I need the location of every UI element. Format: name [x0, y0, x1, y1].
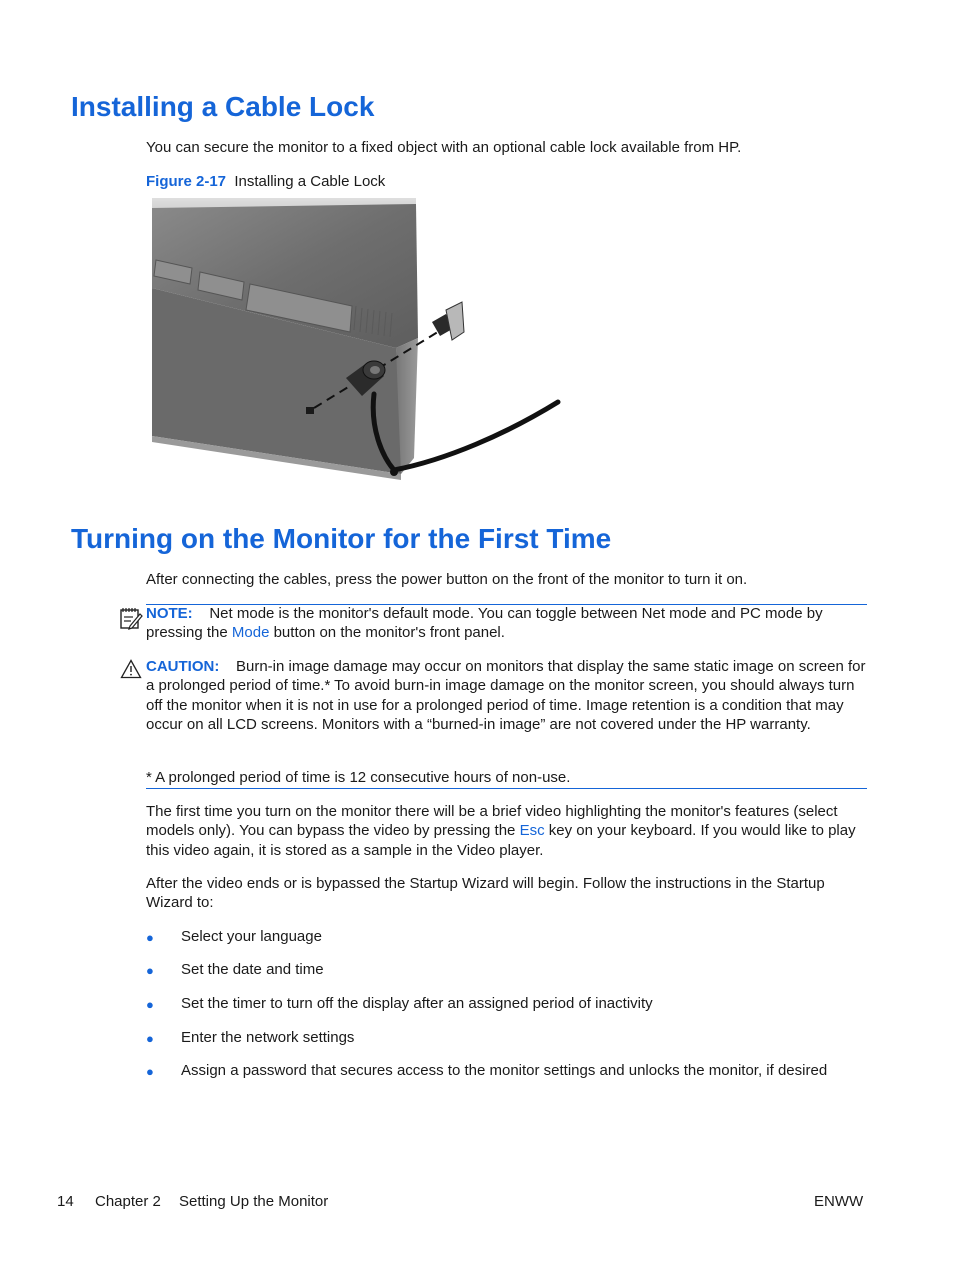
list-item: Assign a password that secures access to the monitor settings and unlocks the monitor, if desired: [181, 1062, 828, 1079]
bullet-marker: ●: [146, 997, 154, 1012]
footer-chapter-title: Setting Up the Monitor: [179, 1193, 329, 1210]
caution-text: [146, 657, 868, 735]
section-title-cable-lock: Installing a Cable Lock: [71, 91, 375, 122]
cable-lock-illustration: [146, 198, 566, 480]
caution-body: Burn-in image damage may occur on monitors that display the same static image on screen for a prolonged period of time.* To avoid burn-in image damage on the monitor screen, you should always turn off the monitor when it is not in use for a prolonged period of time. Image retention is a condition that may occur on all LCD screens. Monitors with a “burned-in image” are not covered under the HP warranty.: [146, 658, 866, 734]
esc-key-reference: Esc: [519, 822, 545, 840]
footer-chapter: Chapter 2: [95, 1193, 161, 1210]
list-item: Select your language: [181, 928, 322, 945]
cable-lock-intro: You can secure the monitor to a fixed object with an optional cable lock available from HP.: [146, 139, 742, 156]
page-number: 14: [57, 1193, 74, 1210]
warning-triangle-icon: [120, 659, 142, 679]
figure-label: Figure 2-17: [146, 173, 227, 190]
caution-footnote: * A prolonged period of time is 12 consecutive hours of non-use.: [146, 769, 571, 786]
note-text: [146, 604, 868, 643]
note-label: NOTE:: [146, 605, 193, 622]
list-item: Set the date and time: [181, 961, 324, 978]
note-pad-icon: [118, 605, 144, 631]
bullet-marker: ●: [146, 1064, 154, 1079]
para1-text-before: The first time you turn on the monitor there will be a brief video highlighting the monitor's features (select models only). You can bypass the video by pressing the: [146, 803, 838, 840]
footer-locale: ENWW: [814, 1193, 864, 1210]
bullet-marker: ●: [146, 930, 154, 945]
caution-rule: [146, 788, 867, 789]
bullet-marker: ●: [146, 1031, 154, 1046]
figure-caption: [146, 172, 868, 191]
turning-on-intro: After connecting the cables, press the power button on the front of the monitor to turn it on.: [146, 571, 748, 588]
caution-label: CAUTION:: [146, 658, 220, 675]
bullet-marker: ●: [146, 963, 154, 978]
para1-text-after: key on your keyboard. If you would like to play this video again, it is stored as a sample in the Video player.: [146, 822, 856, 859]
startup-wizard-paragraph: After the video ends or is bypassed the Startup Wizard will begin. Follow the instructions in the Startup Wizard to:: [146, 875, 825, 912]
section-title-turning-on: Turning on the Monitor for the First Time: [71, 523, 612, 554]
mode-button-reference: Mode: [231, 624, 270, 642]
figure-caption-text: Installing a Cable Lock: [234, 173, 386, 190]
note-text-after: button on the monitor's front panel.: [273, 624, 505, 642]
list-item: Enter the network settings: [181, 1029, 355, 1046]
note-text-before: Net mode is the monitor's default mode. You can toggle between Net mode and PC mode by pressing the: [146, 605, 823, 642]
first-time-paragraph: [146, 802, 868, 860]
list-item: Set the timer to turn off the display after an assigned period of inactivity: [181, 995, 653, 1012]
